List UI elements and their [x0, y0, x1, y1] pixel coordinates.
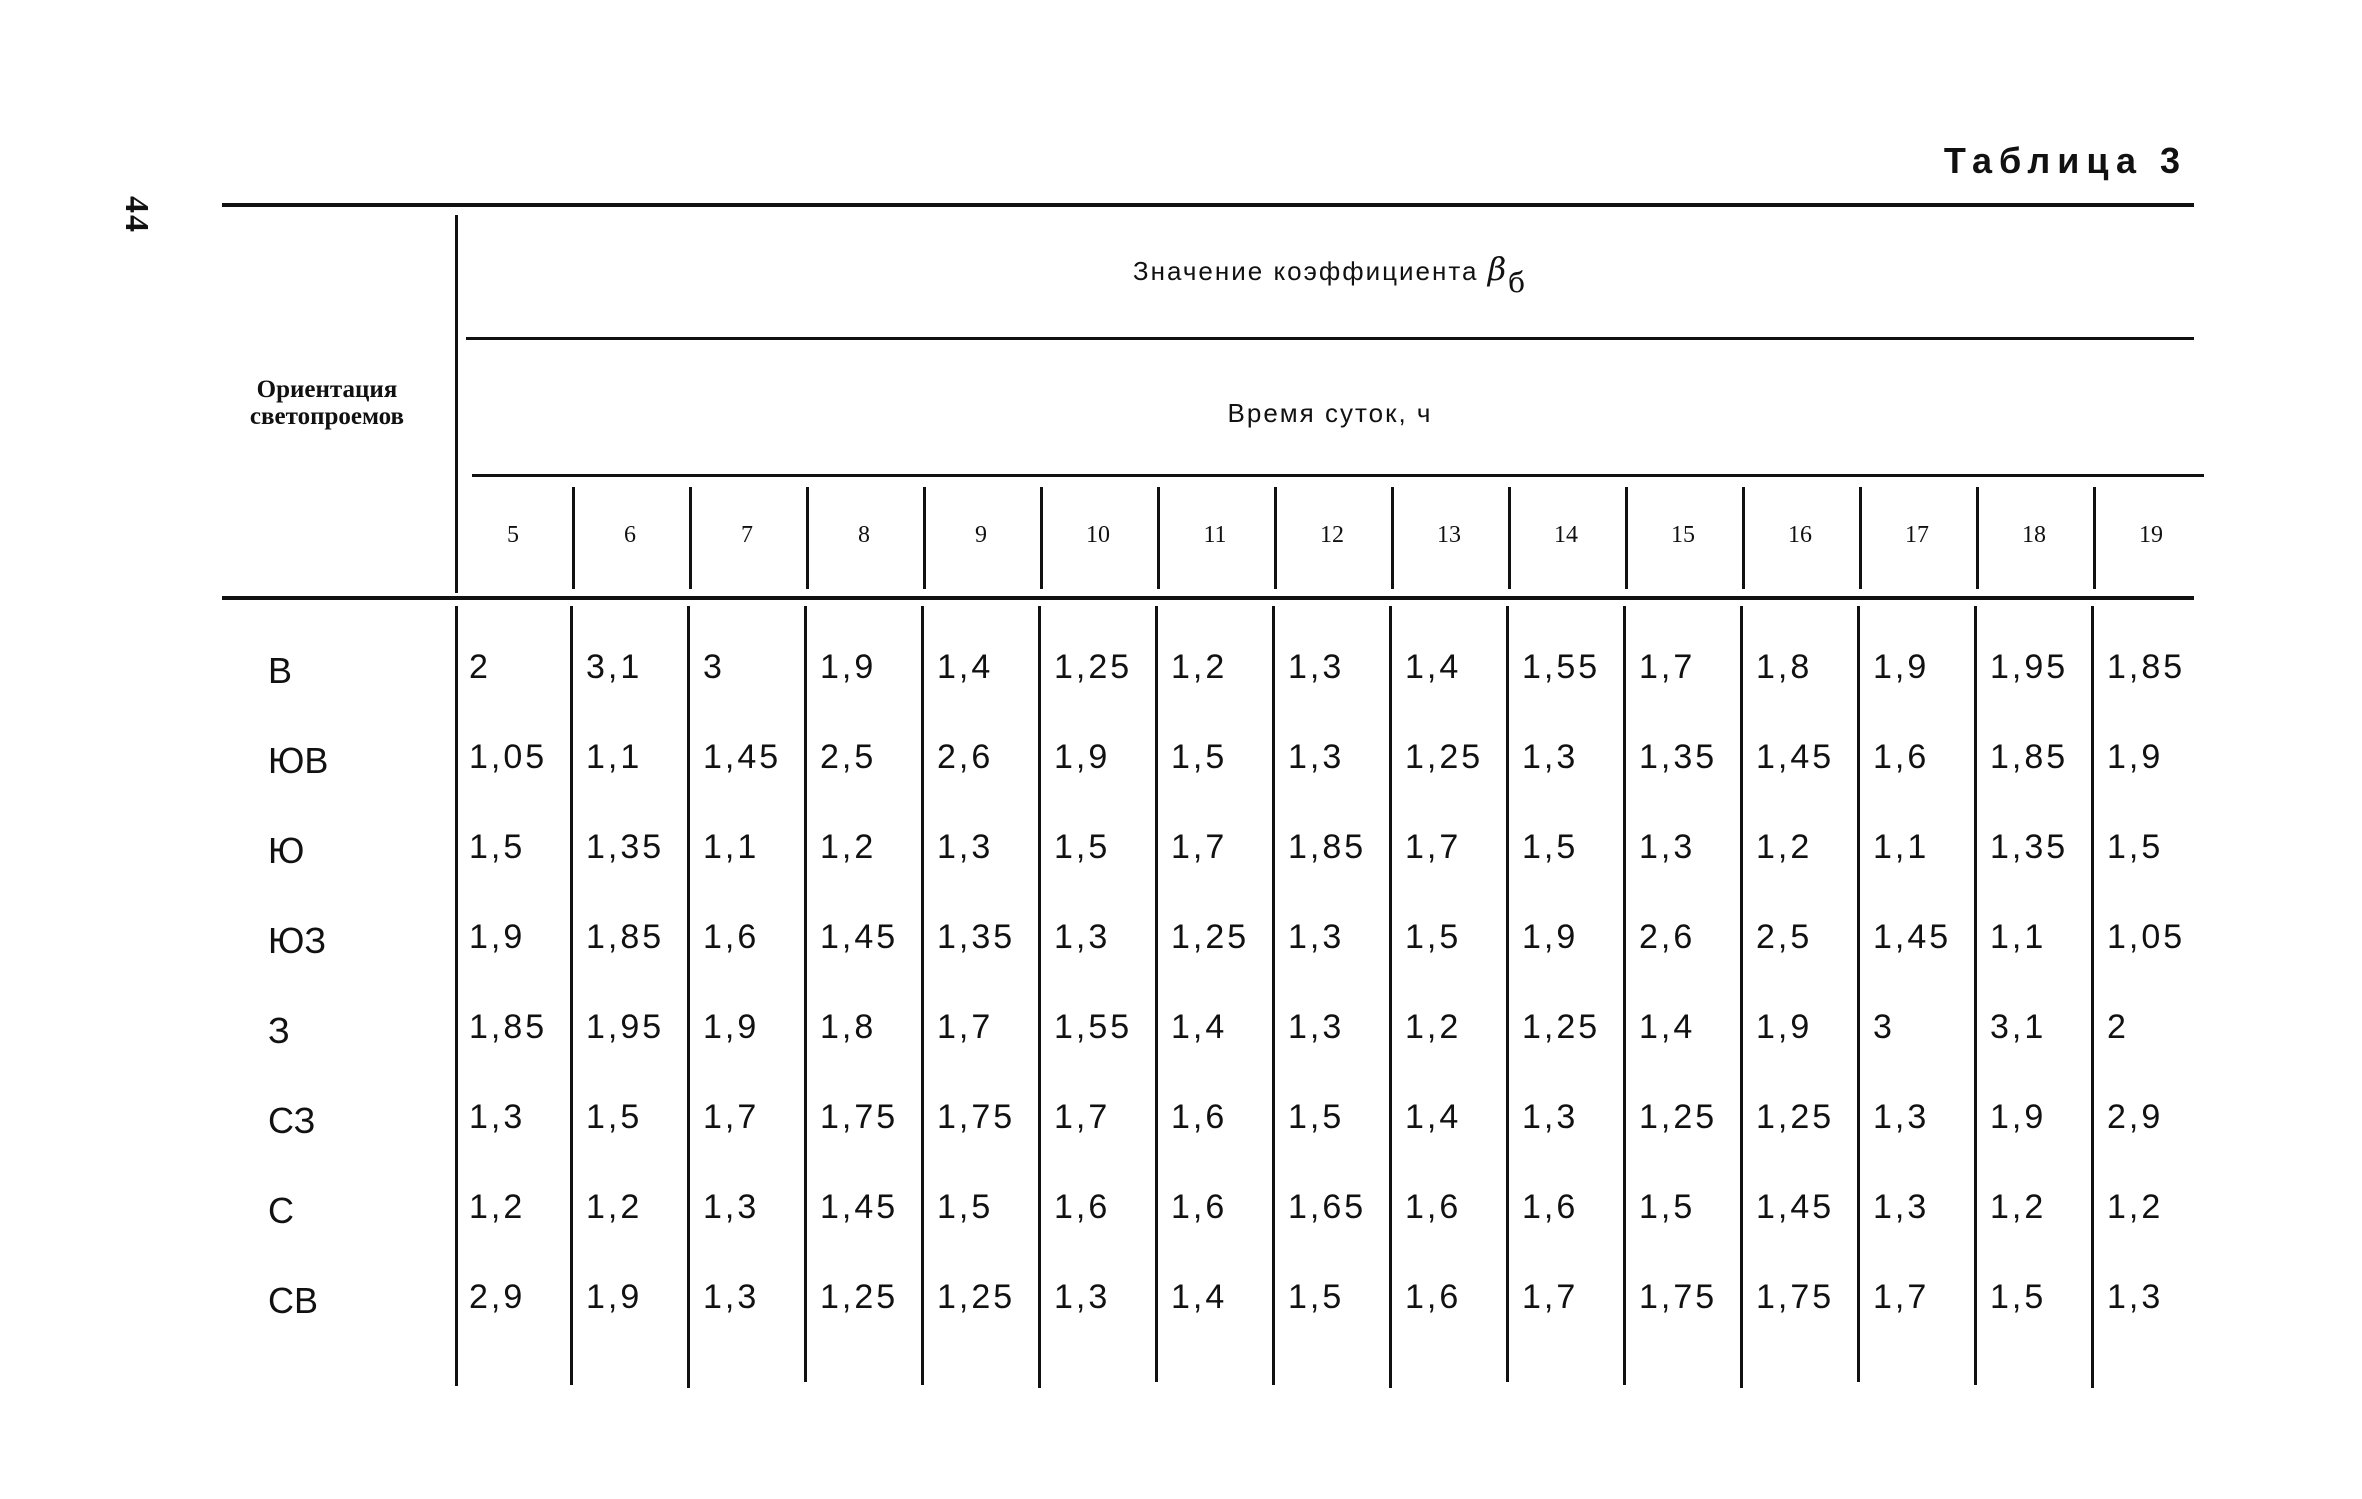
hour-separator-line [923, 487, 926, 589]
table-cell: 3,1 [586, 648, 643, 686]
table-cell: 1,6 [703, 918, 760, 956]
table-cell: 1,9 [1873, 648, 1930, 686]
table-cell: 1,45 [820, 918, 899, 956]
table-cell: 1,3 [937, 828, 994, 866]
hour-header-cell: 11 [1203, 522, 1227, 548]
hour-header-cell: 9 [975, 522, 987, 548]
page-number: 44 [118, 196, 155, 234]
table-cell: 1,35 [937, 918, 1016, 956]
table-cell: 1,6 [1873, 738, 1930, 776]
table-cell: 1,2 [2107, 1188, 2164, 1226]
table-cell: 1,4 [1171, 1008, 1228, 1046]
table-cell: 1,5 [1288, 1278, 1345, 1316]
table-cell: 1,3 [1288, 1008, 1345, 1046]
stub-separator-body [455, 606, 458, 1386]
table-cell: 1,3 [1522, 738, 1579, 776]
table-cell: 1,5 [1288, 1098, 1345, 1136]
table-cell: 1,5 [937, 1188, 994, 1226]
row-label: З [268, 1010, 290, 1051]
table-cell: 1,5 [469, 828, 526, 866]
table-cell: 1,25 [1405, 738, 1484, 776]
table-cell: 1,25 [1756, 1098, 1835, 1136]
table-cell: 1,9 [1756, 1008, 1813, 1046]
table-cell: 1,75 [1756, 1278, 1835, 1316]
table-top-rule [222, 203, 2194, 207]
table-cell: 1,25 [1639, 1098, 1718, 1136]
table-cell: 1,95 [1990, 648, 2069, 686]
table-cell: 1,75 [1639, 1278, 1718, 1316]
hour-header-cell: 19 [2139, 522, 2163, 548]
table-cell: 1,6 [1054, 1188, 1111, 1226]
row-label: СВ [268, 1280, 319, 1321]
table-cell: 1,9 [703, 1008, 760, 1046]
hour-separator-line [1040, 487, 1043, 589]
row-label: ЮВ [268, 740, 329, 781]
orientation-header-line1: Ориентация [256, 376, 398, 403]
hour-header-cell: 18 [2022, 522, 2046, 548]
table-title: Таблица 3 [1943, 140, 2187, 181]
column-separator-line [2091, 606, 2094, 1388]
column-separator-line [921, 606, 924, 1385]
column-separator-line [687, 606, 690, 1388]
column-separator-line [1155, 606, 1158, 1382]
table-cell: 1,45 [820, 1188, 899, 1226]
table-cell: 1,5 [1990, 1278, 2047, 1316]
table-cell: 1,8 [1756, 648, 1813, 686]
table-cell: 1,3 [1288, 648, 1345, 686]
table-cell: 1,3 [1873, 1188, 1930, 1226]
table-cell: 3 [703, 648, 725, 686]
table-cell: 1,9 [469, 918, 526, 956]
table-cell: 2 [2107, 1008, 2129, 1046]
table-cell: 1,6 [1171, 1098, 1228, 1136]
table-cell: 1,7 [1171, 828, 1228, 866]
table-cell: 1,35 [586, 828, 665, 866]
hour-separator-line [1391, 487, 1394, 589]
row-label: С [268, 1190, 294, 1231]
hour-separator-line [2093, 487, 2096, 589]
table-cell: 1,95 [586, 1008, 665, 1046]
table-cell: 1,6 [1405, 1188, 1462, 1226]
hour-separator-line [1859, 487, 1862, 589]
table-cell: 1,85 [1288, 828, 1367, 866]
table-cell: 1,7 [1405, 828, 1462, 866]
coefficient-label: Значение коэффициента [1132, 256, 1479, 286]
table-cell: 2,6 [1639, 918, 1696, 956]
table-cell: 1,3 [1288, 738, 1345, 776]
table-cell: 1,4 [1171, 1278, 1228, 1316]
hour-separator-line [1976, 487, 1979, 589]
table-cell: 1,7 [1873, 1278, 1930, 1316]
hour-header-cell: 5 [507, 522, 519, 548]
table-cell: 1,3 [1288, 918, 1345, 956]
table-cell: 2,5 [820, 738, 877, 776]
table-cell: 1,3 [1873, 1098, 1930, 1136]
table-cell: 1,5 [1171, 738, 1228, 776]
column-separator-line [1857, 606, 1860, 1382]
table-cell: 1,9 [820, 648, 877, 686]
table-cell: 1,3 [703, 1278, 760, 1316]
hour-header-cell: 6 [624, 522, 636, 548]
table-cell: 1,3 [2107, 1278, 2164, 1316]
hour-header-cell: 17 [1905, 522, 1929, 548]
table-cell: 1,75 [937, 1098, 1016, 1136]
table-cell: 1,45 [1873, 918, 1952, 956]
table-cell: 1,35 [1639, 738, 1718, 776]
table-cell: 1,55 [1522, 648, 1601, 686]
table-cell: 1,2 [1171, 648, 1228, 686]
table-cell: 1,5 [2107, 828, 2164, 866]
table-cell: 1,5 [1522, 828, 1579, 866]
table-cell: 1,5 [1639, 1188, 1696, 1226]
beta-symbol: $\beta_б$ [1487, 250, 1528, 299]
table-cell: 1,3 [703, 1188, 760, 1226]
table-cell: 1,4 [937, 648, 994, 686]
table-cell: 1,85 [469, 1008, 548, 1046]
column-separator-line [1506, 606, 1509, 1382]
table-cell: 2,5 [1756, 918, 1813, 956]
table-cell: 1,1 [1990, 918, 2047, 956]
table-cell: 1,3 [469, 1098, 526, 1136]
table-cell: 1,6 [1522, 1188, 1579, 1226]
table-cell: 1,05 [2107, 918, 2186, 956]
table-cell: 1,25 [937, 1278, 1016, 1316]
table-cell: 1,25 [1522, 1008, 1601, 1046]
table-cell: 1,5 [1405, 918, 1462, 956]
table-cell: 1,6 [1405, 1278, 1462, 1316]
time-rule [472, 474, 2204, 477]
table-cell: 1,2 [469, 1188, 526, 1226]
table-cell: 1,3 [1522, 1098, 1579, 1136]
table-cell: 1,4 [1405, 648, 1462, 686]
table-cell: 1,1 [1873, 828, 1930, 866]
row-label: В [268, 650, 293, 691]
hour-header-cell: 15 [1671, 522, 1695, 548]
table-cell: 1,5 [1054, 828, 1111, 866]
table-cell: 1,5 [586, 1098, 643, 1136]
table-cell: 1,45 [1756, 738, 1835, 776]
table-cell: 1,45 [703, 738, 782, 776]
table-cell: 2,6 [937, 738, 994, 776]
table-cell: 1,3 [1054, 1278, 1111, 1316]
table-cell: 1,25 [820, 1278, 899, 1316]
table-cell: 2,9 [2107, 1098, 2164, 1136]
table-cell: 1,2 [1756, 828, 1813, 866]
table-cell: 1,85 [586, 918, 665, 956]
table-cell: 1,1 [703, 828, 760, 866]
table-cell: 1,65 [1288, 1188, 1367, 1226]
hour-header-cell: 16 [1788, 522, 1812, 548]
row-label: СЗ [268, 1100, 316, 1141]
table-cell: 3 [1873, 1008, 1895, 1046]
hour-separator-line [1742, 487, 1745, 589]
table-cell: 1,85 [2107, 648, 2186, 686]
orientation-header-line2: светопроемов [249, 403, 405, 430]
table-cell: 1,3 [1639, 828, 1696, 866]
coefficient-header [460, 250, 2200, 299]
table-cell: 1,4 [1405, 1098, 1462, 1136]
orientation-header [222, 376, 432, 430]
column-separator-line [1974, 606, 1977, 1385]
table-cell: 1,7 [703, 1098, 760, 1136]
hour-separator-line [1157, 487, 1160, 589]
table-cell: 3,1 [1990, 1008, 2047, 1046]
table-cell: 1,75 [820, 1098, 899, 1136]
table-cell: 1,55 [1054, 1008, 1133, 1046]
hour-header-cell: 12 [1320, 522, 1344, 548]
coefficient-rule [466, 337, 2194, 340]
hour-header-cell: 13 [1437, 522, 1461, 548]
table-cell: 1,3 [1054, 918, 1111, 956]
stub-separator-header [455, 215, 458, 593]
row-label: ЮЗ [268, 920, 327, 961]
table-cell: 1,7 [937, 1008, 994, 1046]
column-separator-line [1389, 606, 1392, 1388]
hour-header-cell: 14 [1554, 522, 1578, 548]
column-separator-line [1272, 606, 1275, 1385]
time-header: Время суток, ч [1227, 398, 1433, 428]
table-cell: 2,9 [469, 1278, 526, 1316]
row-label: Ю [268, 830, 305, 871]
hour-header-cell: 7 [741, 522, 753, 548]
table-cell: 1,2 [820, 828, 877, 866]
hour-separator-line [1274, 487, 1277, 589]
table-cell: 1,7 [1639, 648, 1696, 686]
table-cell: 1,9 [2107, 738, 2164, 776]
table-cell: 1,9 [1990, 1098, 2047, 1136]
table-cell: 1,35 [1990, 828, 2069, 866]
hour-separator-line [689, 487, 692, 589]
table-cell: 1,9 [1054, 738, 1111, 776]
table-cell: 1,7 [1522, 1278, 1579, 1316]
hour-header-cell: 8 [858, 522, 870, 548]
column-separator-line [1038, 606, 1041, 1388]
hour-header-cell: 10 [1086, 522, 1110, 548]
table-cell: 1,9 [1522, 918, 1579, 956]
table-cell: 1,9 [586, 1278, 643, 1316]
table-cell: 1,2 [1990, 1188, 2047, 1226]
header-bottom-rule [222, 596, 2194, 600]
table-cell: 1,1 [586, 738, 643, 776]
table-cell: 1,05 [469, 738, 548, 776]
column-separator-line [804, 606, 807, 1382]
table-cell: 1,8 [820, 1008, 877, 1046]
table-cell: 1,2 [1405, 1008, 1462, 1046]
hour-separator-line [572, 487, 575, 589]
column-separator-line [1740, 606, 1743, 1388]
table-cell: 1,7 [1054, 1098, 1111, 1136]
column-separator-line [570, 606, 573, 1385]
table-cell: 2 [469, 648, 491, 686]
table-cell: 1,85 [1990, 738, 2069, 776]
column-separator-line [1623, 606, 1626, 1385]
table-cell: 1,25 [1054, 648, 1133, 686]
table-cell: 1,6 [1171, 1188, 1228, 1226]
hour-separator-line [1625, 487, 1628, 589]
table-cell: 1,45 [1756, 1188, 1835, 1226]
table-cell: 1,4 [1639, 1008, 1696, 1046]
hour-separator-line [1508, 487, 1511, 589]
table-cell: 1,2 [586, 1188, 643, 1226]
hour-separator-line [806, 487, 809, 589]
table-cell: 1,25 [1171, 918, 1250, 956]
